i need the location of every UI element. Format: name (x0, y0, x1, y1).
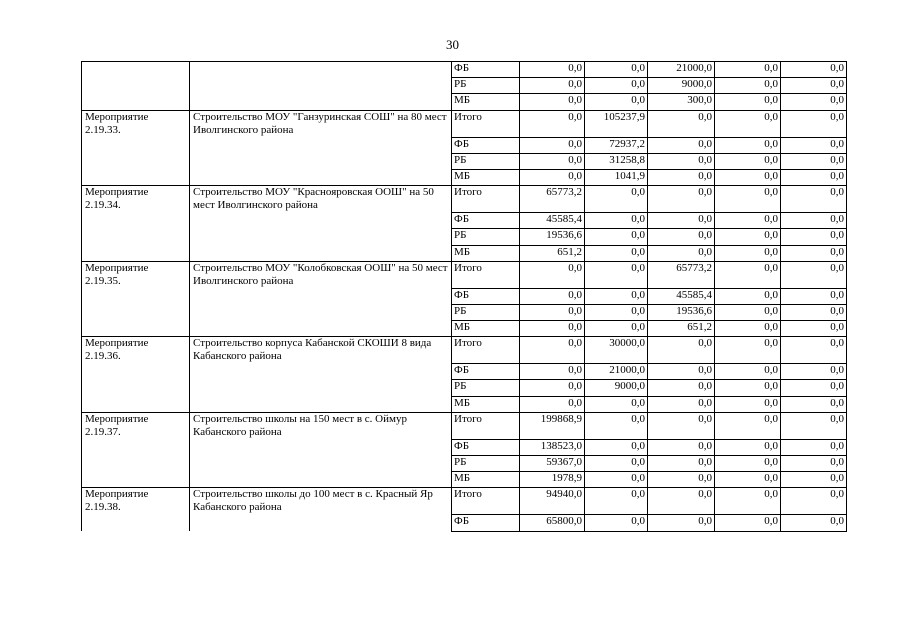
funding-source-cell: РБ (452, 304, 520, 320)
amount-cell: 0,0 (715, 229, 781, 245)
funding-source-cell: РБ (452, 456, 520, 472)
amount-cell: 19536,6 (520, 229, 585, 245)
measure-cell: Мероприятие 2.19.35. (82, 261, 190, 337)
amount-cell: 0,0 (648, 153, 715, 169)
amount-cell: 0,0 (648, 412, 715, 439)
amount-cell: 0,0 (520, 304, 585, 320)
amount-cell: 0,0 (715, 110, 781, 137)
amount-cell: 0,0 (781, 472, 847, 488)
amount-cell: 30000,0 (585, 337, 648, 364)
amount-cell: 0,0 (648, 213, 715, 229)
amount-cell: 0,0 (781, 153, 847, 169)
amount-cell: 0,0 (781, 213, 847, 229)
amount-cell: 0,0 (648, 396, 715, 412)
funding-source-cell: МБ (452, 396, 520, 412)
amount-cell: 0,0 (781, 304, 847, 320)
amount-cell: 0,0 (520, 321, 585, 337)
amount-cell: 65773,2 (520, 186, 585, 213)
amount-cell: 0,0 (648, 380, 715, 396)
amount-cell: 0,0 (715, 153, 781, 169)
amount-cell: 0,0 (520, 396, 585, 412)
amount-cell: 0,0 (585, 94, 648, 110)
amount-cell: 0,0 (715, 304, 781, 320)
amount-cell: 45585,4 (520, 213, 585, 229)
table-row (82, 488, 847, 515)
amount-cell: 72937,2 (585, 137, 648, 153)
amount-cell: 0,0 (585, 321, 648, 337)
amount-cell: 0,0 (585, 186, 648, 213)
amount-cell: 0,0 (781, 169, 847, 185)
amount-cell: 0,0 (648, 439, 715, 455)
amount-cell: 0,0 (648, 169, 715, 185)
amount-cell: 0,0 (520, 261, 585, 288)
amount-cell: 9000,0 (585, 380, 648, 396)
amount-cell: 21000,0 (648, 62, 715, 78)
funding-source-cell: Итого (452, 186, 520, 213)
amount-cell: 0,0 (715, 245, 781, 261)
amount-cell: 0,0 (715, 396, 781, 412)
funding-source-cell: МБ (452, 245, 520, 261)
amount-cell: 651,2 (520, 245, 585, 261)
amount-cell: 0,0 (648, 245, 715, 261)
amount-cell: 0,0 (648, 110, 715, 137)
measure-cell: Мероприятие 2.19.36. (82, 337, 190, 413)
amount-cell: 0,0 (520, 110, 585, 137)
amount-cell: 0,0 (585, 472, 648, 488)
amount-cell: 0,0 (781, 288, 847, 304)
amount-cell: 0,0 (520, 62, 585, 78)
amount-cell: 0,0 (781, 337, 847, 364)
amount-cell: 0,0 (648, 137, 715, 153)
amount-cell: 0,0 (648, 229, 715, 245)
amount-cell: 0,0 (585, 488, 648, 515)
amount-cell: 0,0 (648, 337, 715, 364)
amount-cell: 0,0 (520, 78, 585, 94)
amount-cell: 0,0 (781, 488, 847, 515)
amount-cell: 0,0 (585, 245, 648, 261)
amount-cell: 105237,9 (585, 110, 648, 137)
amount-cell: 0,0 (781, 380, 847, 396)
description-cell: Строительство корпуса Кабанской СКОШИ 8 вида Кабанского района (190, 337, 452, 413)
amount-cell: 0,0 (715, 213, 781, 229)
amount-cell: 0,0 (715, 94, 781, 110)
amount-cell: 65800,0 (520, 515, 585, 531)
amount-cell: 0,0 (715, 439, 781, 455)
amount-cell: 0,0 (715, 288, 781, 304)
amount-cell: 199868,9 (520, 412, 585, 439)
amount-cell: 0,0 (520, 380, 585, 396)
amount-cell: 0,0 (715, 78, 781, 94)
amount-cell: 0,0 (715, 186, 781, 213)
funding-source-cell: ФБ (452, 439, 520, 455)
funding-source-cell: МБ (452, 321, 520, 337)
amount-cell: 0,0 (781, 137, 847, 153)
amount-cell: 0,0 (781, 364, 847, 380)
amount-cell: 94940,0 (520, 488, 585, 515)
amount-cell: 0,0 (781, 321, 847, 337)
funding-source-cell: Итого (452, 110, 520, 137)
description-cell: Строительство школы на 150 мест в с. Оймур Кабанского района (190, 412, 452, 488)
amount-cell: 0,0 (781, 110, 847, 137)
amount-cell: 0,0 (781, 186, 847, 213)
funding-source-cell: РБ (452, 78, 520, 94)
amount-cell: 45585,4 (648, 288, 715, 304)
amount-cell: 0,0 (715, 515, 781, 531)
amount-cell: 0,0 (648, 515, 715, 531)
amount-cell: 0,0 (585, 229, 648, 245)
amount-cell: 0,0 (648, 456, 715, 472)
table-row (82, 412, 847, 439)
amount-cell: 0,0 (715, 364, 781, 380)
amount-cell: 0,0 (781, 245, 847, 261)
description-cell: Строительство МОУ "Краснояровская ООШ" на 50 мест Иволгинского района (190, 186, 452, 262)
funding-source-cell: ФБ (452, 364, 520, 380)
amount-cell: 0,0 (585, 213, 648, 229)
funding-source-cell: ФБ (452, 137, 520, 153)
amount-cell: 0,0 (781, 94, 847, 110)
description-cell: Строительство МОУ "Ганзуринская СОШ" на 80 мест Иволгинского района (190, 110, 452, 186)
amount-cell: 0,0 (520, 364, 585, 380)
amount-cell: 0,0 (715, 456, 781, 472)
measure-cell: Мероприятие 2.19.34. (82, 186, 190, 262)
amount-cell: 0,0 (585, 261, 648, 288)
description-cell: Строительство МОУ "Колобковская ООШ" на 50 мест Иволгинского района (190, 261, 452, 337)
amount-cell: 0,0 (585, 78, 648, 94)
funding-source-cell: ФБ (452, 288, 520, 304)
amount-cell: 0,0 (585, 515, 648, 531)
funding-source-cell: РБ (452, 153, 520, 169)
table-row (82, 110, 847, 137)
funding-source-cell: РБ (452, 229, 520, 245)
amount-cell: 0,0 (715, 261, 781, 288)
measure-cell (82, 62, 190, 111)
amount-cell: 0,0 (715, 137, 781, 153)
funding-source-cell: МБ (452, 472, 520, 488)
amount-cell: 0,0 (585, 62, 648, 78)
funding-source-cell: МБ (452, 169, 520, 185)
amount-cell: 0,0 (585, 396, 648, 412)
amount-cell: 0,0 (520, 137, 585, 153)
budget-table (81, 61, 847, 532)
amount-cell: 138523,0 (520, 439, 585, 455)
amount-cell: 0,0 (715, 488, 781, 515)
amount-cell: 0,0 (781, 78, 847, 94)
table-row (82, 337, 847, 364)
amount-cell: 0,0 (585, 439, 648, 455)
amount-cell: 0,0 (781, 456, 847, 472)
table-row (82, 186, 847, 213)
table-row (82, 261, 847, 288)
funding-source-cell: МБ (452, 94, 520, 110)
amount-cell: 0,0 (648, 488, 715, 515)
table-row (82, 62, 847, 78)
description-cell: Строительство школы до 100 мест в с. Красный Яр Кабанского района (190, 488, 452, 531)
measure-cell: Мероприятие 2.19.37. (82, 412, 190, 488)
amount-cell: 0,0 (520, 153, 585, 169)
amount-cell: 65773,2 (648, 261, 715, 288)
amount-cell: 0,0 (648, 186, 715, 213)
amount-cell: 19536,6 (648, 304, 715, 320)
amount-cell: 0,0 (715, 412, 781, 439)
amount-cell: 59367,0 (520, 456, 585, 472)
amount-cell: 0,0 (715, 337, 781, 364)
amount-cell: 651,2 (648, 321, 715, 337)
amount-cell: 9000,0 (648, 78, 715, 94)
amount-cell: 0,0 (648, 364, 715, 380)
funding-source-cell: ФБ (452, 62, 520, 78)
amount-cell: 0,0 (781, 229, 847, 245)
amount-cell: 0,0 (648, 472, 715, 488)
measure-cell: Мероприятие 2.19.33. (82, 110, 190, 186)
amount-cell: 0,0 (781, 62, 847, 78)
funding-source-cell: ФБ (452, 515, 520, 531)
page-number: 30 (446, 37, 459, 52)
amount-cell: 0,0 (781, 439, 847, 455)
amount-cell: 0,0 (585, 304, 648, 320)
amount-cell: 0,0 (520, 337, 585, 364)
amount-cell: 0,0 (715, 380, 781, 396)
amount-cell: 31258,8 (585, 153, 648, 169)
amount-cell: 300,0 (648, 94, 715, 110)
measure-cell: Мероприятие 2.19.38. (82, 488, 190, 531)
amount-cell: 0,0 (781, 515, 847, 531)
amount-cell: 1978,9 (520, 472, 585, 488)
amount-cell: 0,0 (715, 169, 781, 185)
amount-cell: 0,0 (781, 396, 847, 412)
amount-cell: 0,0 (520, 169, 585, 185)
amount-cell: 1041,9 (585, 169, 648, 185)
amount-cell: 0,0 (520, 288, 585, 304)
funding-source-cell: Итого (452, 261, 520, 288)
amount-cell: 0,0 (585, 412, 648, 439)
amount-cell: 21000,0 (585, 364, 648, 380)
funding-source-cell: Итого (452, 412, 520, 439)
amount-cell: 0,0 (585, 456, 648, 472)
amount-cell: 0,0 (520, 94, 585, 110)
amount-cell: 0,0 (781, 261, 847, 288)
amount-cell: 0,0 (715, 321, 781, 337)
funding-source-cell: ФБ (452, 213, 520, 229)
funding-source-cell: Итого (452, 488, 520, 515)
amount-cell: 0,0 (781, 412, 847, 439)
funding-source-cell: Итого (452, 337, 520, 364)
amount-cell: 0,0 (585, 288, 648, 304)
amount-cell: 0,0 (715, 62, 781, 78)
funding-source-cell: РБ (452, 380, 520, 396)
table-body (82, 62, 847, 532)
description-cell (190, 62, 452, 111)
amount-cell: 0,0 (715, 472, 781, 488)
